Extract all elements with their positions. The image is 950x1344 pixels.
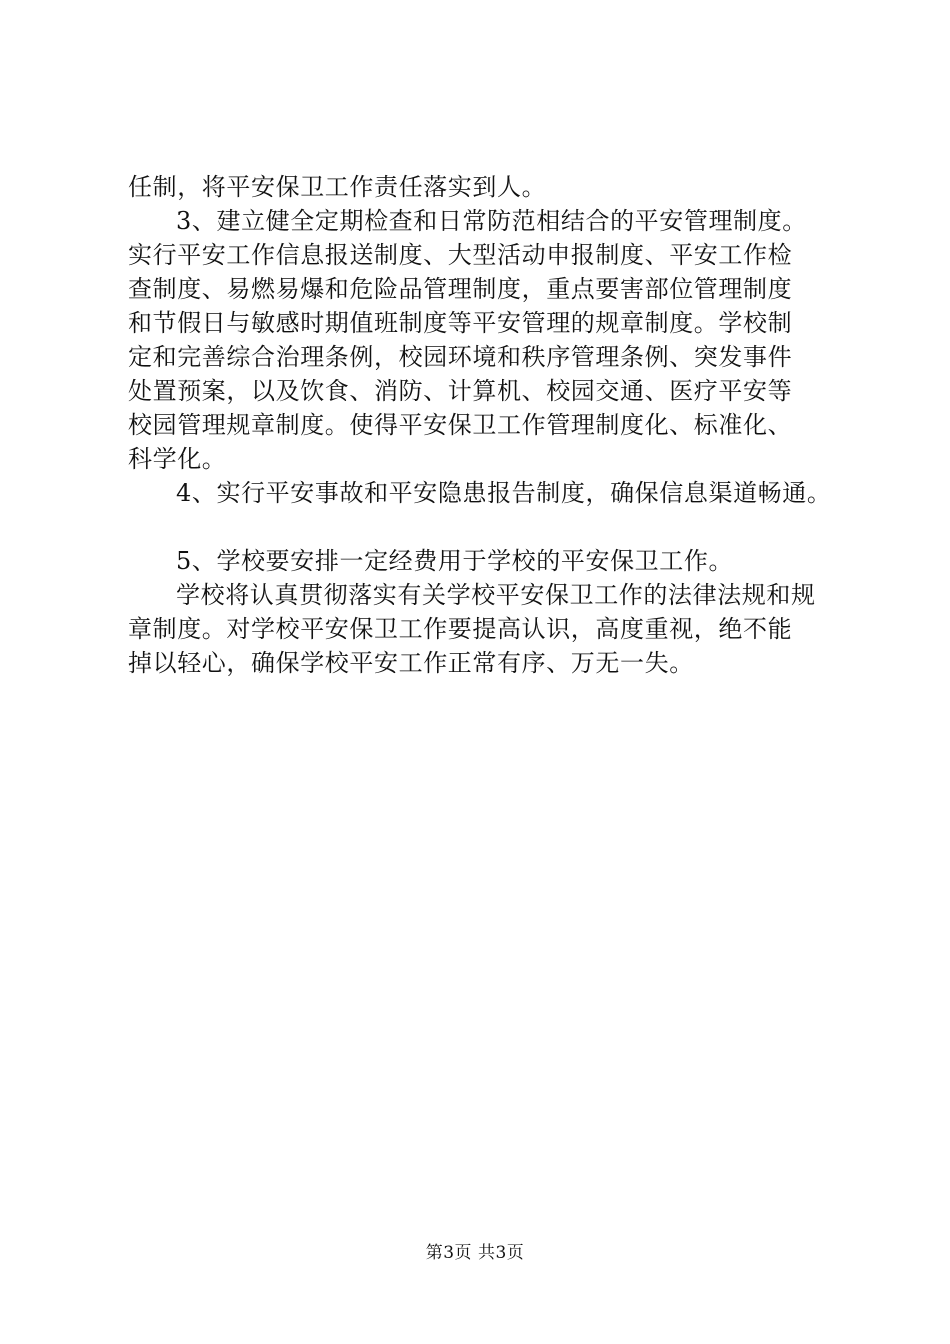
- paragraph-line: 科学化。: [128, 445, 227, 473]
- paragraph-spacer: [128, 510, 848, 544]
- paragraph-line: 处置预案，以及饮食、消防、计算机、校园交通、医疗平安等: [128, 377, 793, 405]
- paragraph-line: 掉以轻心，确保学校平安工作正常有序、万无一失。: [128, 649, 694, 677]
- paragraph-line: 学校将认真贯彻落实有关学校平安保卫工作的法律法规和规: [176, 581, 816, 609]
- paragraph-line: 章制度。对学校平安保卫工作要提高认识，高度重视，绝不能: [128, 615, 793, 643]
- page-number-footer: 第3页 共3页: [425, 1243, 525, 1263]
- paragraph-line: 3、建立健全定期检查和日常防范相结合的平安管理制度。: [176, 207, 807, 235]
- paragraph-line: 任制，将平安保卫工作责任落实到人。: [128, 173, 547, 201]
- paragraph-line: 4、实行平安事故和平安隐患报告制度，确保信息渠道畅通。: [176, 479, 832, 507]
- paragraph-line: 5、学校要安排一定经费用于学校的平安保卫工作。: [176, 547, 734, 575]
- paragraph-line: 校园管理规章制度。使得平安保卫工作管理制度化、标准化、: [128, 411, 793, 439]
- paragraph-line: 定和完善综合治理条例，校园环境和秩序管理条例、突发事件: [128, 343, 793, 371]
- paragraph-line: 实行平安工作信息报送制度、大型活动申报制度、平安工作检: [128, 241, 793, 269]
- document-body: [128, 170, 848, 680]
- paragraph-line: 查制度、易燃易爆和危险品管理制度，重点要害部位管理制度: [128, 275, 793, 303]
- paragraph-line: 和节假日与敏感时期值班制度等平安管理的规章制度。学校制: [128, 309, 793, 337]
